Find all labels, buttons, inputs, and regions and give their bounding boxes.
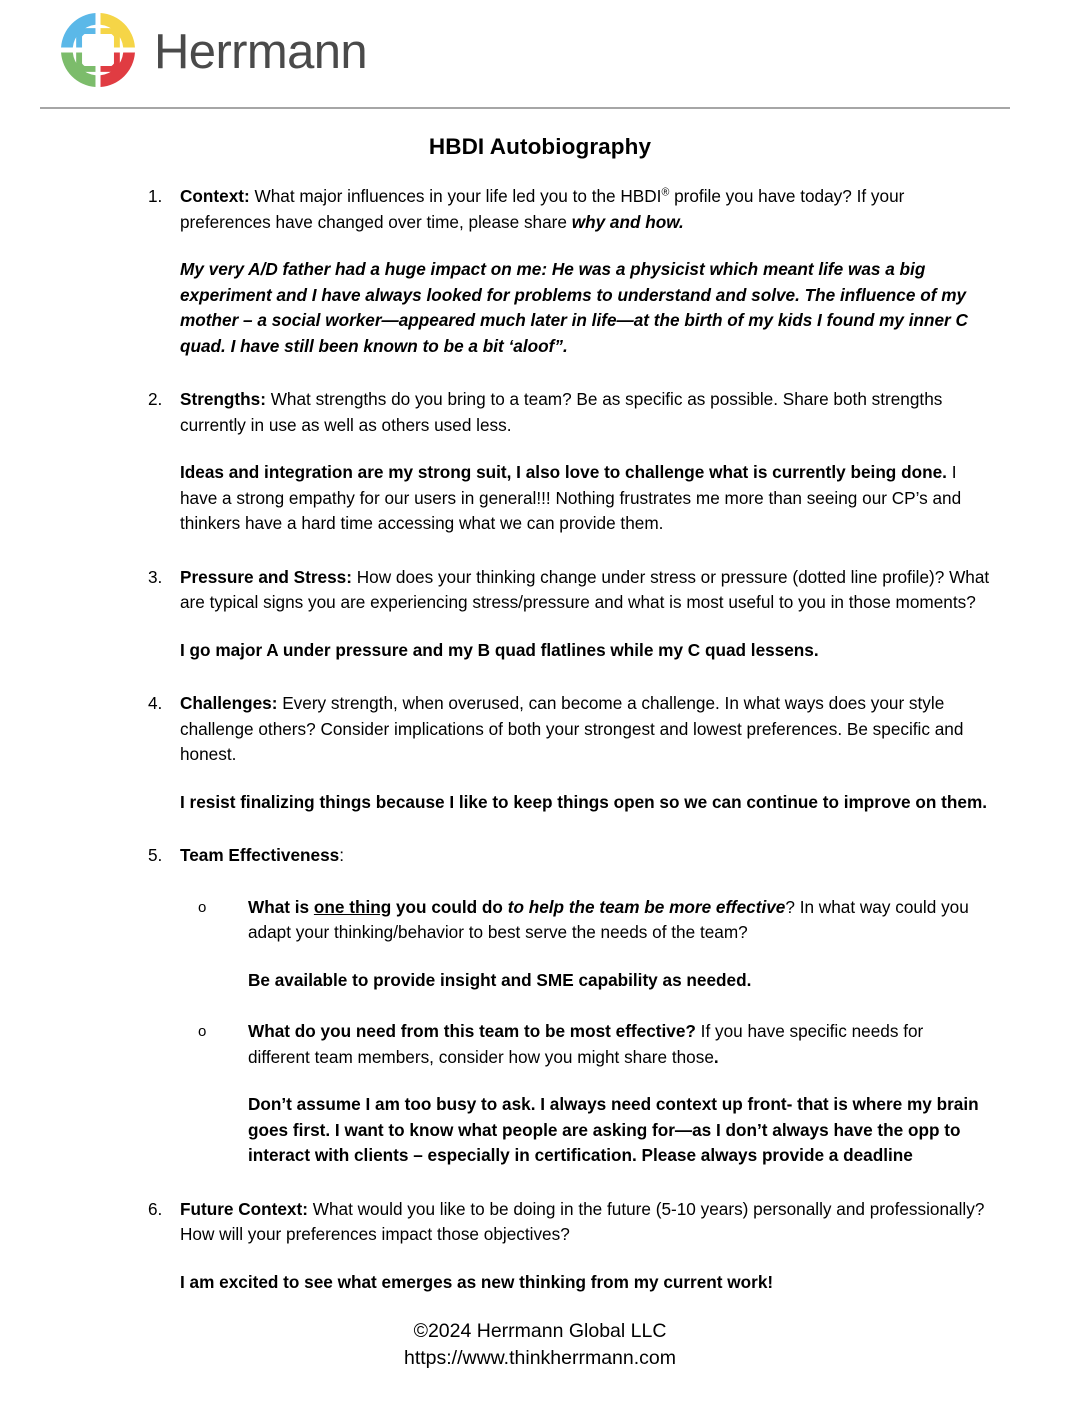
website-url[interactable]: https://www.thinkherrmann.com xyxy=(403,1347,677,1369)
answer-3: I go major A under pressure and my B quad flatlines while my C quad lessens. xyxy=(180,639,819,660)
question-4 xyxy=(180,691,998,768)
subitem-5a xyxy=(180,895,998,994)
copyright-text: ©2024 Herrmann Global LLC xyxy=(413,1320,667,1342)
answer-6: I am excited to see what emerges as new thinking from my current work! xyxy=(180,1271,774,1292)
question-5-label-suffix: : xyxy=(339,845,344,865)
question-1-text-a: What major influences in your life led you to the HBDI xyxy=(249,186,662,206)
page-footer xyxy=(0,1318,1080,1372)
answer-5b: Don’t assume I am too busy to ask. I always need context up front- that is where my brain goes first. I want to know what people are asking for—as I don’t always have the opp to interact with clients – especially in certification. Please always provide a deadline xyxy=(248,1094,979,1165)
item-number-4: 4. xyxy=(148,693,163,713)
subquestion-5b-bold: What do you need from this team to be most effective? xyxy=(248,1021,696,1041)
list-item-3 xyxy=(0,565,1080,664)
question-5-label: Team Effectiveness xyxy=(180,845,340,865)
answer-2-bold: Ideas and integration are my strong suit, I also love to challenge what is currently being done. xyxy=(180,462,947,482)
document-body xyxy=(0,134,1080,1295)
list-item-6 xyxy=(0,1197,1080,1296)
question-6-label: Future Context: xyxy=(180,1198,308,1219)
page-title: HBDI Autobiography xyxy=(428,134,652,159)
bullet-marker-icon: o xyxy=(198,1023,207,1040)
subquestion-5a-regular: ? In what way could you adapt your thinking/behavior to best serve the needs of the team? xyxy=(248,896,969,942)
question-1-emphasis: why and how. xyxy=(571,211,684,232)
question-5 xyxy=(180,843,998,869)
question-1 xyxy=(180,184,998,235)
item-number-6: 6. xyxy=(148,1198,163,1219)
herrmann-quadrant-logo-icon xyxy=(56,8,140,92)
list-item-4 xyxy=(0,691,1080,815)
question-2-text: What strengths do you bring to a team? Be as specific as possible. Share both strengths currently in use as well as others used less. xyxy=(180,389,943,435)
question-2-label: Strengths: xyxy=(180,389,266,409)
item-number-2: 2. xyxy=(148,389,163,409)
subquestion-5a-underlined: one thing xyxy=(313,896,392,917)
subquestion-5a-bold-1: What is xyxy=(248,896,314,917)
item-number-1: 1. xyxy=(148,186,163,206)
subquestion-5b-bold-end: . xyxy=(713,1046,719,1067)
question-1-text-b: profile you have today? If your preferences have changed over time, please share xyxy=(180,186,905,232)
answer-4: I resist finalizing things because I like to keep things open so we can continue to improve on them. xyxy=(180,791,987,812)
question-4-label: Challenges: xyxy=(180,693,278,713)
list-item-1 xyxy=(0,184,1080,359)
question-2 xyxy=(180,387,998,438)
question-3-text: How does your thinking change under stress or pressure (dotted line profile)? What are typical signs you are experiencing stress/pressure and what is most useful to you in those moments? xyxy=(180,566,990,612)
question-6-text: What would you like to be doing in the future (5-10 years) personally and professionally? How will your preferences impact those objectives? xyxy=(180,1198,985,1244)
answer-2 xyxy=(180,460,998,537)
subitem-5b xyxy=(180,1019,998,1169)
question-4-text: Every strength, when overused, can become a challenge. In what ways does your style challenge others? Consider implications of both your strongest and lowest preferences. Be specific and honest. xyxy=(180,693,964,764)
question-3 xyxy=(180,565,998,616)
brand-wordmark: Herrmann xyxy=(154,24,368,79)
question-6 xyxy=(180,1197,998,1248)
bullet-marker-icon: o xyxy=(198,898,207,916)
subquestion-5a-bold-2: you could do xyxy=(391,896,508,917)
questions-list xyxy=(0,184,1080,1295)
list-item-5 xyxy=(0,843,1080,1169)
question-1-label: Context: xyxy=(180,186,250,206)
subquestion-5b xyxy=(248,1019,988,1070)
answer-2-regular: I have a strong empathy for our users in general!!! Nothing frustrates me more than seeing our CP’s and thinkers have a hard time accessing what we can provide them. xyxy=(180,462,962,533)
subquestion-5b-regular: If you have specific needs for different team members, consider how you might share those xyxy=(248,1021,924,1067)
answer-5a: Be available to provide insight and SME capability as needed. xyxy=(248,969,752,990)
registered-mark-icon: ® xyxy=(661,186,670,199)
item-number-5: 5. xyxy=(148,845,163,865)
subquestion-5a-bold-italic: to help the team be more effective xyxy=(507,896,786,917)
list-item-2 xyxy=(0,387,1080,537)
page-header xyxy=(0,0,1080,86)
header-divider xyxy=(40,107,1010,109)
subquestion-5a xyxy=(248,895,988,946)
item-number-3: 3. xyxy=(148,566,163,587)
answer-1: My very A/D father had a huge impact on me: He was a physicist which meant life was a big experiment and I have always looked for problems to understand and solve. The influence of my mother – a social worker—appeared much later in life—at the birth of my kids I found my inner C quad. I have still been known to be a bit ‘aloof”. xyxy=(180,259,968,356)
question-3-label: Pressure and Stress: xyxy=(180,566,352,587)
